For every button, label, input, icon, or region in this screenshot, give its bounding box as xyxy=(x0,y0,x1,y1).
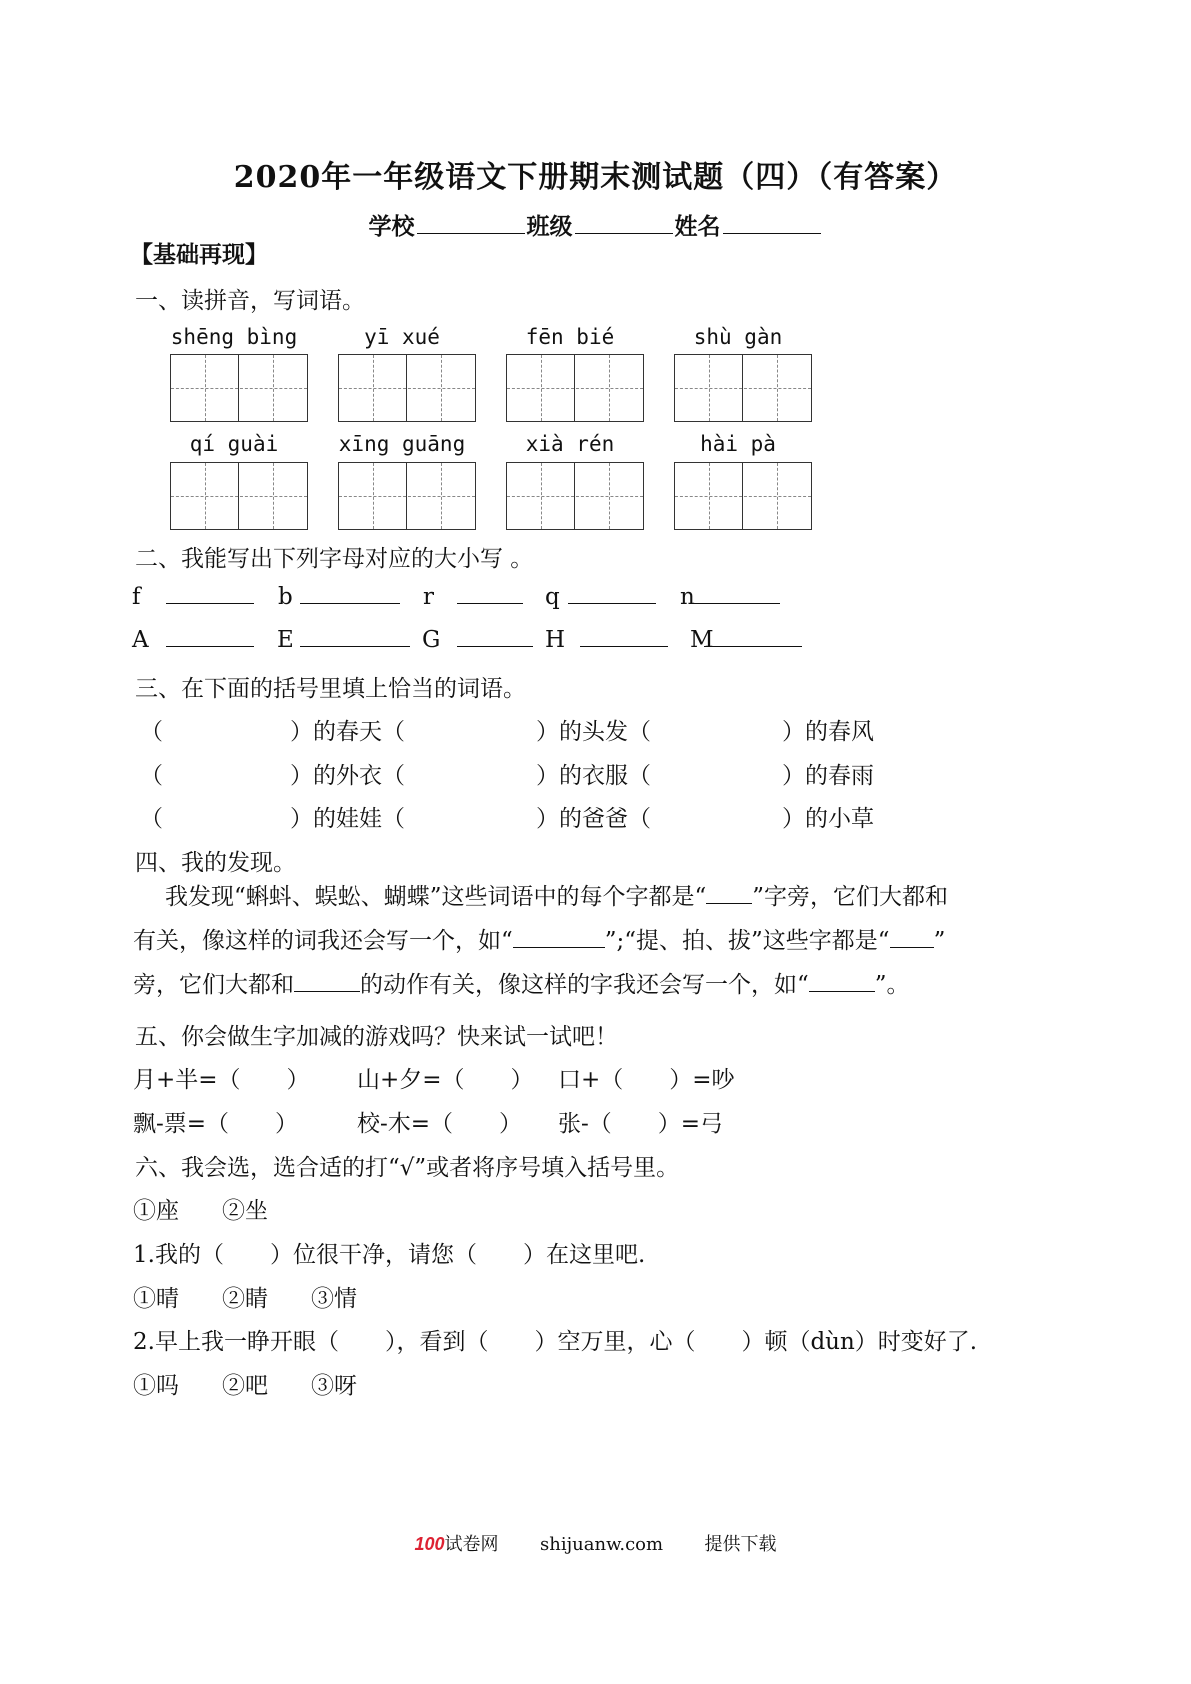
letter-f: f xyxy=(132,584,141,610)
letter-q: q xyxy=(545,584,560,610)
pinyin-3: fēn bié xyxy=(525,325,615,349)
answer-blank[interactable] xyxy=(166,583,254,604)
writing-grid-2[interactable] xyxy=(338,354,476,422)
paren-open: （ xyxy=(140,806,163,832)
school-label: 学校 xyxy=(368,213,415,240)
answer-blank[interactable] xyxy=(300,626,410,647)
answer-blank[interactable] xyxy=(294,971,360,992)
writing-grid-4[interactable] xyxy=(674,354,812,422)
answer-blank[interactable] xyxy=(890,927,934,948)
pinyin-2: yī xué xyxy=(364,325,440,349)
pinyin-6: xīng guāng xyxy=(338,432,466,456)
fill-item: ）的春雨 xyxy=(782,763,874,789)
paren-open: （ xyxy=(140,763,163,789)
page-title: 2020年一年级语文下册期末测试题（四）（有答案） xyxy=(233,160,958,195)
q2-title: 二、我能写出下列字母对应的大小写 。 xyxy=(135,546,534,572)
pinyin-8: hài pà xyxy=(700,432,776,456)
sentence-1: 1.我的（ ）位很干净，请您（ ）在这里吧. xyxy=(133,1242,646,1268)
site-url[interactable]: shijuanw.com xyxy=(539,1534,664,1555)
class-blank[interactable] xyxy=(575,215,673,234)
site-logo: 100 xyxy=(414,1534,445,1554)
name-blank[interactable] xyxy=(723,215,821,234)
pinyin-1: shēng bìng xyxy=(170,325,298,349)
class-label: 班级 xyxy=(526,213,573,240)
pinyin-5: qí guài xyxy=(189,432,279,456)
writing-grid-3[interactable] xyxy=(506,354,644,422)
q6-title: 六、我会选，选合适的打“√”或者将序号填入括号里。 xyxy=(135,1155,680,1181)
answer-blank[interactable] xyxy=(513,927,605,948)
section-heading: 【基础再现】 xyxy=(130,241,268,268)
char-math-2: 山+夕=（ ） xyxy=(357,1067,534,1093)
fill-item: ）的外衣（ xyxy=(290,763,405,789)
fill-item: ）的春天（ xyxy=(290,719,405,745)
writing-grid-6[interactable] xyxy=(338,462,476,530)
option: ②睛 xyxy=(222,1286,268,1312)
paren-open: （ xyxy=(140,719,163,745)
q4-title: 四、我的发现。 xyxy=(135,850,296,876)
char-math-3: 口+（ ）=吵 xyxy=(558,1067,735,1093)
option: ①晴 xyxy=(133,1286,179,1312)
char-math-6: 张-（ ）=弓 xyxy=(558,1111,724,1137)
writing-grid-7[interactable] xyxy=(506,462,644,530)
option: ①座 xyxy=(133,1198,179,1224)
pinyin-7: xià rén xyxy=(525,432,615,456)
option: ③呀 xyxy=(311,1373,357,1399)
fill-item: ）的衣服（ xyxy=(536,763,651,789)
fill-item: ）的春风 xyxy=(782,719,874,745)
q4-line-3: 旁，它们大都和 的动作有关，像这样的字我还会写一个，如“ ”。 xyxy=(133,972,910,998)
writing-grid-5[interactable] xyxy=(170,462,308,530)
letter-G: G xyxy=(422,627,441,653)
letter-H: H xyxy=(545,627,566,653)
char-math-4: 飘-票=（ ） xyxy=(133,1111,299,1137)
answer-blank[interactable] xyxy=(300,583,400,604)
answer-blank[interactable] xyxy=(457,626,533,647)
sentence-2: 2.早上我一睁开眼（ ），看到（ ）空万里，心（ ）顿（dùn）时变好了. xyxy=(133,1329,978,1355)
option: ③情 xyxy=(311,1286,357,1312)
answer-blank[interactable] xyxy=(809,971,875,992)
school-blank[interactable] xyxy=(417,215,525,234)
pinyin-4: shù gàn xyxy=(693,325,783,349)
fill-item: ）的头发（ xyxy=(536,719,651,745)
fill-item: ）的娃娃（ xyxy=(290,806,405,832)
option: ②坐 xyxy=(222,1198,268,1224)
letter-E: E xyxy=(277,627,294,653)
q5-title: 五、你会做生字加减的游戏吗？快来试一试吧！ xyxy=(135,1024,618,1050)
letter-M: M xyxy=(690,627,714,653)
answer-blank[interactable] xyxy=(692,583,780,604)
char-math-5: 校-木=（ ） xyxy=(357,1111,523,1137)
footer-note: 提供下载 xyxy=(704,1534,777,1555)
letter-r: r xyxy=(423,584,434,610)
char-math-1: 月+半=（ ） xyxy=(133,1067,310,1093)
q4-line-1: 我发现“蝌蚪、蜈蚣、蝴蝶”这些词语中的每个字都是“ ”字旁，它们大都和 xyxy=(165,884,949,910)
name-label: 姓名 xyxy=(674,213,721,240)
letter-n: n xyxy=(680,584,695,610)
option: ②吧 xyxy=(222,1373,268,1399)
answer-blank[interactable] xyxy=(457,583,523,604)
writing-grid-1[interactable] xyxy=(170,354,308,422)
answer-blank[interactable] xyxy=(706,883,752,904)
footer xyxy=(0,1530,1191,1556)
writing-grid-8[interactable] xyxy=(674,462,812,530)
answer-blank[interactable] xyxy=(704,626,802,647)
fill-item: ）的爸爸（ xyxy=(536,806,651,832)
option: ①吗 xyxy=(133,1373,179,1399)
answer-blank[interactable] xyxy=(568,583,656,604)
q1-title: 一、读拼音，写词语。 xyxy=(135,288,365,314)
q4-line-2: 有关，像这样的词我还会写一个，如“ ”;“提、拍、拔”这些字都是“ ” xyxy=(133,928,946,954)
answer-blank[interactable] xyxy=(580,626,668,647)
letter-A: A xyxy=(132,627,149,653)
answer-blank[interactable] xyxy=(166,626,254,647)
q3-title: 三、在下面的括号里填上恰当的词语。 xyxy=(135,676,526,702)
letter-b: b xyxy=(278,584,293,610)
site-name: 试卷网 xyxy=(444,1534,499,1555)
fill-item: ）的小草 xyxy=(782,806,874,832)
